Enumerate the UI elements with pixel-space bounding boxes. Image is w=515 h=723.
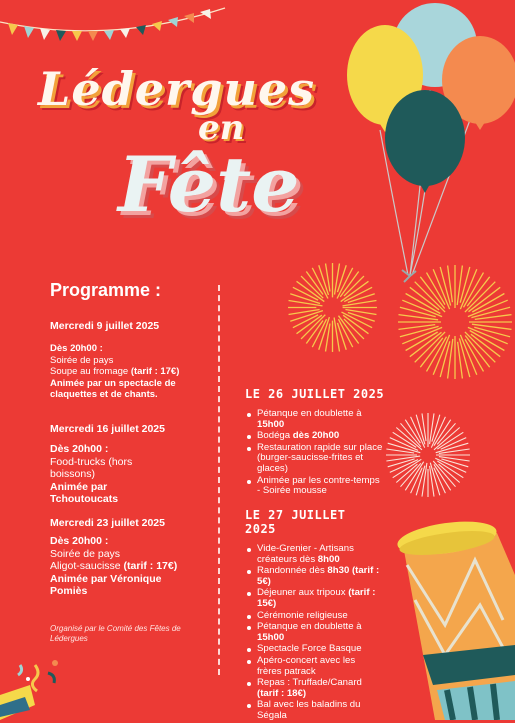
day-line: Aligot-saucisse (tarif : 17€): [50, 560, 178, 572]
firework-1: [285, 260, 380, 355]
column-divider: [218, 285, 220, 675]
july-27-list: [245, 544, 380, 722]
day-time: Dès 20h00 :: [50, 535, 109, 547]
list-item: Pétanque en doublette à 15h00: [245, 409, 385, 430]
organizer-note: Organisé par le Comité des Fêtes de Lédergues: [50, 624, 181, 643]
firework-2: [395, 262, 515, 382]
day-time: Dès 20h00 :: [50, 443, 109, 455]
list-item: Bal avec les baladins du Ségala: [245, 700, 380, 721]
list-item: Animée par les contre-temps - Soirée mousse: [245, 476, 385, 497]
list-item: Vide-Grenier - Artisans créateurs dès 8h00: [245, 544, 380, 565]
title-en: en: [198, 108, 245, 148]
july-27-section: [245, 508, 380, 723]
list-item: Déjeuner aux tripoux (tarif : 15€): [245, 588, 380, 609]
list-item: Bodéga dès 20h00: [245, 431, 385, 442]
drum-illustration: [385, 505, 515, 720]
balloons-illustration: [340, 0, 515, 290]
list-item: Randonnée dès 8h30 (tarif : 5€): [245, 566, 380, 587]
title-ledergues: Lédergues: [38, 62, 316, 116]
list-item: Spectacle Force Basque: [245, 644, 380, 655]
day-block-1: [50, 320, 215, 401]
bunting-decoration: [0, 0, 230, 45]
day-line: Soirée de pays: [50, 354, 114, 366]
list-item: Cérémonie religieuse: [245, 611, 380, 622]
day-date: Mercredi 16 juillet 2025: [50, 423, 165, 435]
party-popper-illustration: [0, 655, 75, 720]
day-animation: Animée par un spectacle de claquettes et de chants.: [50, 377, 176, 400]
july-27-heading: LE 27 JUILLET 2025: [245, 508, 346, 536]
day-block-2: [50, 423, 210, 506]
july-26-heading: LE 26 JUILLET 2025: [245, 387, 385, 401]
title-fete: Fête: [118, 140, 300, 229]
day-line: Soirée de pays: [50, 547, 121, 560]
list-item: Restauration rapide sur place (burger-saucisse-frites et glaces): [245, 443, 385, 475]
list-item: Apéro-concert avec les frères patrack: [245, 656, 380, 677]
firework-3: [383, 410, 473, 500]
list-item: Repas : Truffade/Canard (tarif : 18€): [245, 678, 380, 699]
day-line: Soupe au fromage (tarif : 17€): [50, 366, 180, 377]
day-time: Dès 20h00 :: [50, 343, 103, 354]
day-animation: Animée par Véronique Pomiès: [50, 572, 162, 597]
july-26-list: [245, 409, 385, 497]
day-date: Mercredi 9 juillet 2025: [50, 320, 160, 332]
day-line: Food-trucks (hors boissons): [50, 455, 133, 480]
day-block-3: [50, 517, 210, 598]
day-animation: Animée par Tchoutoucats: [50, 480, 119, 505]
day-date: Mercredi 23 juillet 2025: [50, 517, 165, 529]
list-item: Pétanque en doublette à 15h00: [245, 622, 380, 643]
july-26-section: [245, 387, 385, 498]
programme-heading: Programme :: [50, 280, 162, 300]
